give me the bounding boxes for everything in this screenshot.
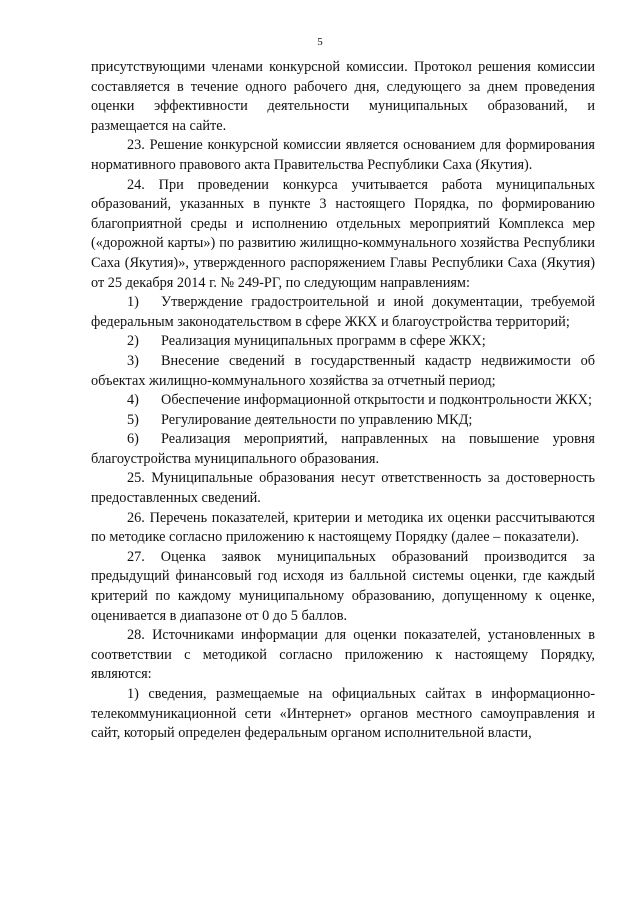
page-number: 5 <box>317 36 323 48</box>
list-item-text: Реализация муниципальных программ в сфере ЖКХ; <box>161 333 486 350</box>
list-item-number: 1) <box>127 294 139 311</box>
list-item-3 <box>91 352 595 391</box>
list-item-number: 4) <box>127 392 139 409</box>
list-item-5 <box>91 411 595 431</box>
list-item-number: 6) <box>127 431 139 448</box>
paragraph-28: 28. Источниками информации для оценки показателей, установленных в соответствии с методикой согласно приложению к настоящему Порядку, являются: <box>91 627 595 683</box>
paragraph-27: 27. Оценка заявок муниципальных образований производится за предыдущий финансовый год исходя из балльной системы оценки, где каждый критерий по каждому муниципальному образованию, допущенному к оценке, оценивается в диапазоне от 0 до 5 баллов. <box>91 548 595 624</box>
list-item-6 <box>91 430 595 469</box>
list-item-number: 5) <box>127 411 139 428</box>
list-item-1 <box>91 293 595 332</box>
list-item-text: Реализация мероприятий, направленных на повышение уровня благоустройства муниципального образования. <box>91 431 595 467</box>
list-item-4 <box>91 391 595 411</box>
paragraph-28-item-1: 1) сведения, размещаемые на официальных сайтах в информационно-телекоммуникационной сети «Интернет» органов местного самоуправления и сайт, который определен федеральным органом исполнительной власти, <box>91 686 595 742</box>
list-item-text: Утверждение градостроительной и иной документации, требуемой федеральным законодательством в сфере ЖКХ и благоустройства территорий; <box>91 294 595 330</box>
list-item-number: 2) <box>127 333 139 350</box>
list-item-text: Регулирование деятельности по управлению МКД; <box>161 411 473 428</box>
paragraph-continuation: присутствующими членами конкурсной комиссии. Протокол решения комиссии составляется в течение одного рабочего дня, следующего за днем проведения оценки эффективности деятельности муниципальных образований, и размещается на сайте. <box>91 59 595 134</box>
list-item-2 <box>91 332 595 352</box>
paragraph-25: 25. Муниципальные образования несут ответственность за достоверность предоставленных сведений. <box>91 470 595 507</box>
list-item-text: Внесение сведений в государственный кадастр недвижимости об объектах жилищно-коммунального хозяйства за отчетный период; <box>91 352 595 389</box>
paragraph-24: 24. При проведении конкурса учитывается работа муниципальных образований, указанных в пункте 3 настоящего Порядка, по формированию благоприятной среды и исполнению отдельных мероприятий Комплекса мер («дорожной карты») по развитию жилищно-коммунального хозяйства Республики Саха (Якутия)», утвержденного распоряжением Главы Республики Саха (Якутия) от 25 декабря 2014 г. № 249-РГ, по следующим направлениям: <box>91 176 595 291</box>
paragraph-26: 26. Перечень показателей, критерии и методика их оценки рассчитываются по методике согласно приложению к настоящему Порядку (далее – показатели). <box>91 509 595 546</box>
document-body <box>91 58 595 744</box>
list-item-text: Обеспечение информационной открытости и подконтрольности ЖКХ; <box>161 392 592 409</box>
list-item-number: 3) <box>127 352 139 369</box>
paragraph-23: 23. Решение конкурсной комиссии является основанием для формирования нормативного правового акта Правительства Республики Саха (Якутия). <box>91 137 595 173</box>
